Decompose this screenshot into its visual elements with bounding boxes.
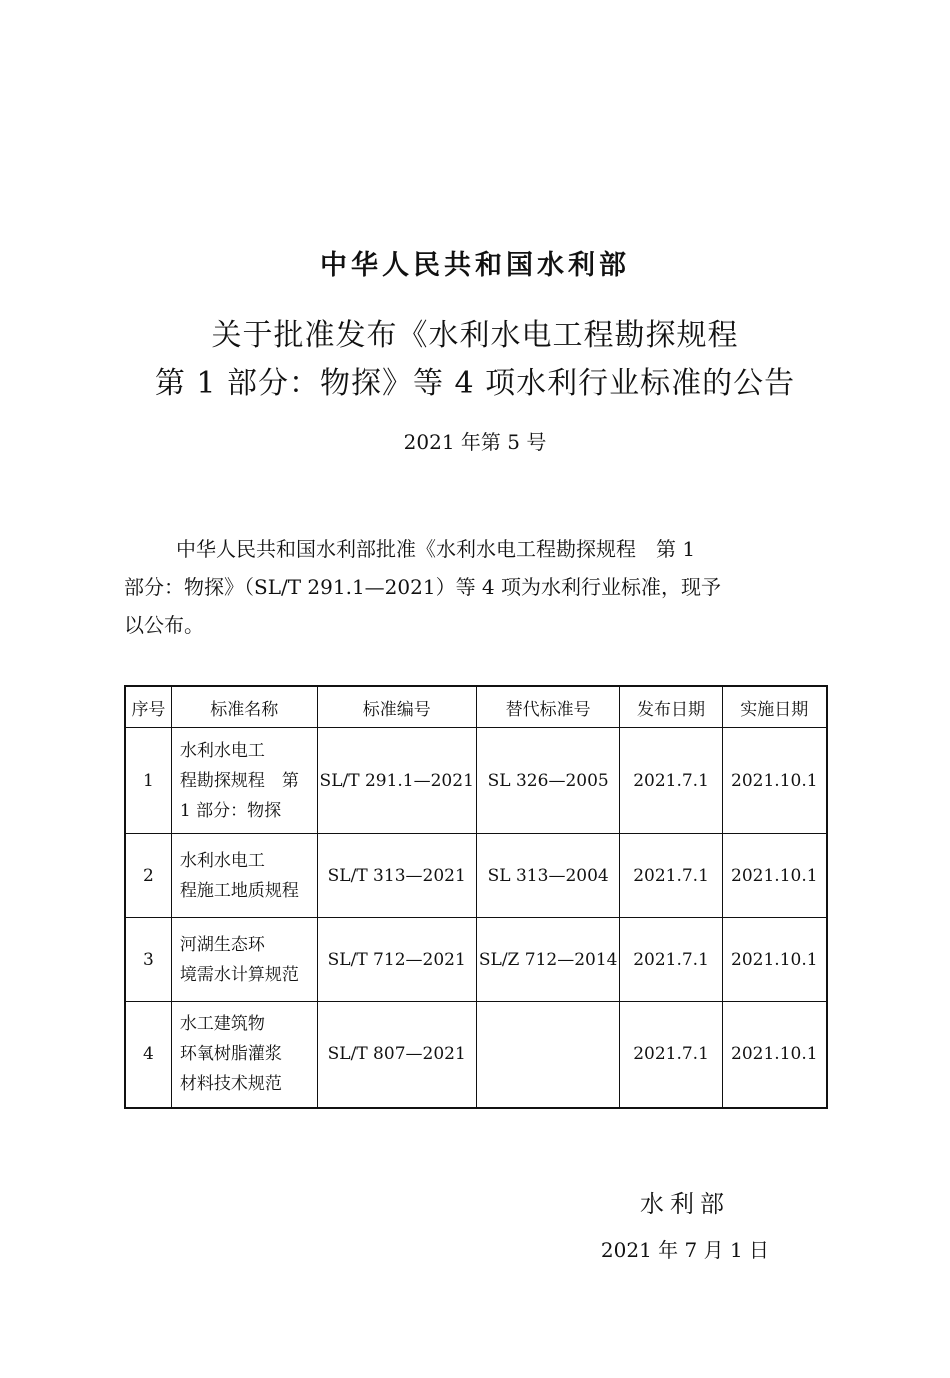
cell-name: [171, 834, 317, 918]
table-header-row: [125, 686, 827, 728]
table-row: [125, 728, 827, 834]
cell-no: 1: [125, 728, 171, 834]
table-row: [125, 834, 827, 918]
column-header-replaces: 替代标准号: [476, 686, 620, 728]
cell-no: 4: [125, 1002, 171, 1108]
standards-table: [124, 685, 828, 1109]
cell-code: SL/T 712—2021: [317, 918, 476, 1002]
column-header-effective: 实施日期: [722, 686, 827, 728]
cell-name-line: 材料技术规范: [179, 1074, 282, 1095]
cell-code: SL/T 291.1—2021: [317, 728, 476, 834]
cell-replaces: SL/Z 712—2014: [476, 918, 620, 1002]
cell-replaces: SL 326—2005: [476, 728, 620, 834]
cell-issued: 2021.7.1: [620, 918, 722, 1002]
cell-issued: 2021.7.1: [620, 1002, 722, 1108]
cell-issued: 2021.7.1: [620, 834, 722, 918]
cell-name-line: 1 部分：物探: [179, 800, 282, 821]
signature-date: 2021 年 7 月 1 日: [600, 1238, 770, 1262]
column-header-code: 标准编号: [317, 686, 476, 728]
announcement-title-line-1: 关于批准发布《水利水电工程勘探规程: [211, 318, 739, 353]
signature-organization: 水利部: [640, 1190, 730, 1218]
cell-effective: 2021.10.1: [722, 1002, 827, 1108]
cell-name: [171, 728, 317, 834]
issuer-heading: 中华人民共和国水利部: [320, 250, 630, 281]
cell-code: SL/T 313—2021: [317, 834, 476, 918]
body-line: 中华人民共和国水利部批准《水利水电工程勘探规程 第 1: [176, 537, 696, 561]
cell-replaces: [476, 1002, 620, 1108]
body-line: 以公布。: [124, 613, 204, 637]
cell-name-line: 河湖生态环: [179, 934, 265, 955]
cell-no: 3: [125, 918, 171, 1002]
announcement-title-line-2: 第 1 部分：物探》等 4 项水利行业标准的公告: [154, 366, 796, 401]
cell-issued: 2021.7.1: [620, 728, 722, 834]
cell-name: [171, 918, 317, 1002]
cell-no: 2: [125, 834, 171, 918]
column-header-issued: 发布日期: [620, 686, 722, 728]
cell-name-line: 环氧树脂灌浆: [179, 1044, 282, 1065]
cell-name-line: 水利水电工: [179, 740, 265, 761]
table-row: [125, 1002, 827, 1108]
cell-name-line: 程施工地质规程: [179, 880, 299, 901]
cell-name: [171, 1002, 317, 1108]
cell-effective: 2021.10.1: [722, 728, 827, 834]
body-line: 部分：物探》（SL/T 291.1—2021）等 4 项为水利行业标准，现予: [124, 575, 722, 599]
cell-name-line: 境需水计算规范: [179, 964, 299, 985]
cell-code: SL/T 807—2021: [317, 1002, 476, 1108]
cell-replaces: SL 313—2004: [476, 834, 620, 918]
document-number: 2021 年第 5 号: [403, 430, 547, 454]
table-row: [125, 918, 827, 1002]
column-header-no: 序号: [125, 686, 171, 728]
cell-effective: 2021.10.1: [722, 834, 827, 918]
cell-name-line: 水利水电工: [179, 850, 265, 871]
column-header-name: 标准名称: [171, 686, 317, 728]
cell-name-line: 程勘探规程 第: [179, 770, 299, 791]
cell-name-line: 水工建筑物: [179, 1014, 265, 1035]
announcement-body: [124, 530, 830, 644]
cell-effective: 2021.10.1: [722, 918, 827, 1002]
